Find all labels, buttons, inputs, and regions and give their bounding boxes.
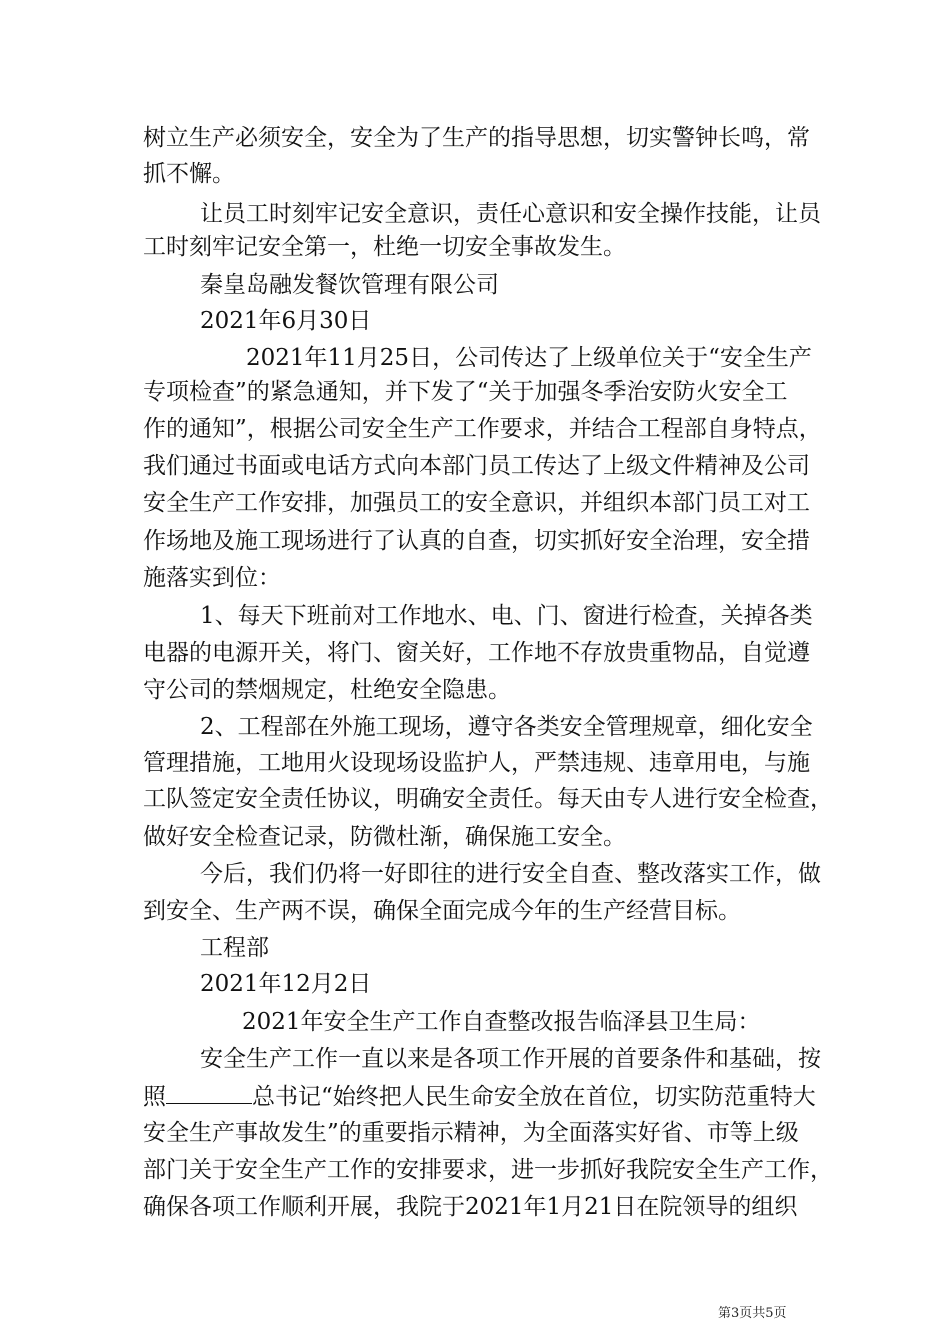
line-text-before-blank: 照 [143,1084,166,1110]
paragraph-line: 2、工程部在外施工现场，遵守各类安全管理规章，细化安全 [200,714,813,740]
section-heading: 2021年安全生产工作自查整改报告临泽县卫生局： [242,1009,761,1035]
paragraph-line: 抓不懈。 [143,161,235,187]
company-name: 秦皇岛融发餐饮管理有限公司 [200,272,499,298]
paragraph-line: 确保各项工作顺利开展，我院于2021年1月21日在院领导的组织 [143,1194,798,1220]
paragraph-line: 1、每天下班前对工作地水、电、门、窗进行检查，关掉各类 [200,603,813,629]
paragraph-line: 守公司的禁烟规定，杜绝安全隐患。 [143,677,511,703]
line-text-after-blank: 总书记“始终把人民生命安全放在首位，切实防范重特大 [252,1084,816,1110]
fill-in-blank [166,1081,252,1104]
paragraph-line: 树立生产必须安全，安全为了生产的指导思想，切实警钟长鸣，常 [143,125,810,151]
paragraph-line: 部门关于安全生产工作的安排要求，进一步抓好我院安全生产工作， [143,1157,833,1183]
date-line: 2021年12月2日 [200,971,372,997]
date-line: 2021年6月30日 [200,308,372,334]
paragraph-line: 工时刻牢记安全第一，杜绝一切安全事故发生。 [143,234,626,260]
paragraph-line: 做好安全检查记录，防微杜渐，确保施工安全。 [143,824,626,850]
paragraph-line: 工队签定安全责任协议，明确安全责任。每天由专人进行安全检查， [143,786,833,812]
page-number: 第3页共5页 [718,1306,787,1321]
paragraph-line: 管理措施，工地用火设现场设监护人，严禁违规、违章用电，与施 [143,750,810,776]
paragraph-line [143,1081,816,1112]
paragraph-line: 让员工时刻牢记安全意识，责任心意识和安全操作技能，让员 [200,201,821,227]
paragraph-line: 今后，我们仍将一好即往的进行安全自查、整改落实工作，做 [200,861,821,887]
paragraph-line: 2021年11月25日，公司传达了上级单位关于“安全生产 [246,345,812,371]
paragraph-line: 专项检查”的紧急通知，并下发了“关于加强冬季治安防火安全工 [143,379,788,405]
paragraph-line: 电器的电源开关，将门、窗关好，工作地不存放贵重物品，自觉遵 [143,640,810,666]
paragraph-line: 作的通知”，根据公司安全生产工作要求，并结合工程部自身特点， [143,416,822,442]
paragraph-line: 到安全、生产两不误，确保全面完成今年的生产经营目标。 [143,898,741,924]
paragraph-line: 安全生产工作一直以来是各项工作开展的首要条件和基础，按 [200,1046,821,1072]
paragraph-line: 我们通过书面或电话方式向本部门员工传达了上级文件精神及公司 [143,453,810,479]
paragraph-line: 施落实到位： [143,565,281,591]
department-name: 工程部 [200,935,269,961]
paragraph-line: 作场地及施工现场进行了认真的自查，切实抓好安全治理，安全措 [143,528,810,554]
paragraph-line: 安全生产事故发生”的重要指示精神，为全面落实好省、市等上级 [143,1120,799,1146]
paragraph-line: 安全生产工作安排，加强员工的安全意识，并组织本部门员工对工 [143,490,810,516]
